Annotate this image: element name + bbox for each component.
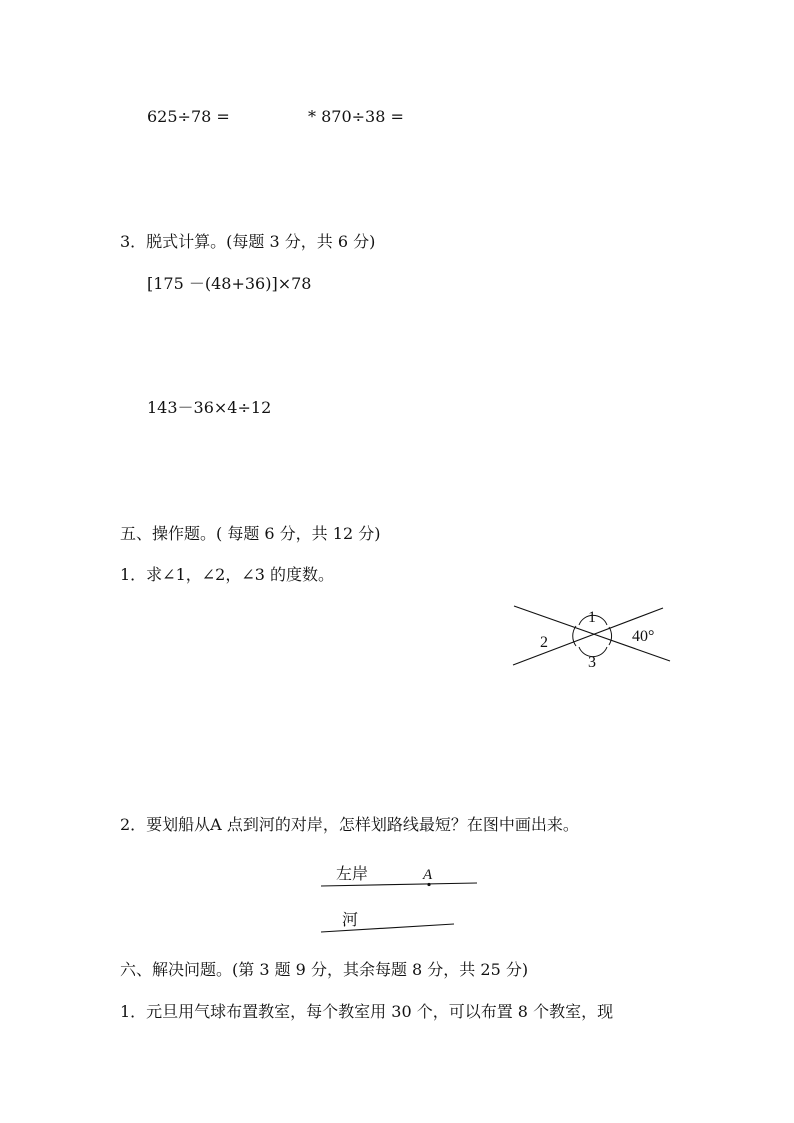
angle-40-arc [609,627,612,645]
point-a-dot [427,883,430,886]
angle-2-arc [573,626,576,646]
left-bank-line [321,883,477,886]
q3-heading: 3．脱式计算。(每题 3 分，共 6 分) [120,232,376,251]
river-figure [318,860,483,935]
point-a-label: A [423,867,433,883]
q3-expression-2: 143－36×4÷12 [147,398,272,417]
left-bank-label: 左岸 [336,866,369,883]
river-label: 河 [342,912,359,929]
section-5-q1-text: 1．求∠1，∠2，∠3 的度数。 [120,565,335,584]
angle-label-1: 1 [588,609,596,626]
angle-label-3: 3 [588,654,596,671]
right-bank-line [321,924,454,932]
section-6-heading: 六、解决问题。(第 3 题 9 分，其余每题 8 分，共 25 分) [120,960,529,979]
division-problem-left: 625÷78 = [147,107,230,126]
angle-label-2: 2 [540,634,548,651]
intersecting-lines-figure [510,603,675,673]
angle-label-40: 40° [632,628,655,645]
section-6-q1-text: 1．元旦用气球布置教室，每个教室用 30 个，可以布置 8 个教室，现 [120,1002,614,1021]
section-5-heading: 五、操作题。( 每题 6 分，共 12 分) [120,524,381,543]
division-problem-right: * 870÷38 = [308,107,404,126]
q3-expression-1: [175 －(48+36)]×78 [147,274,312,293]
section-5-q2-text: 2．要划船从A 点到河的对岸，怎样划路线最短？在图中画出来。 [120,815,579,834]
